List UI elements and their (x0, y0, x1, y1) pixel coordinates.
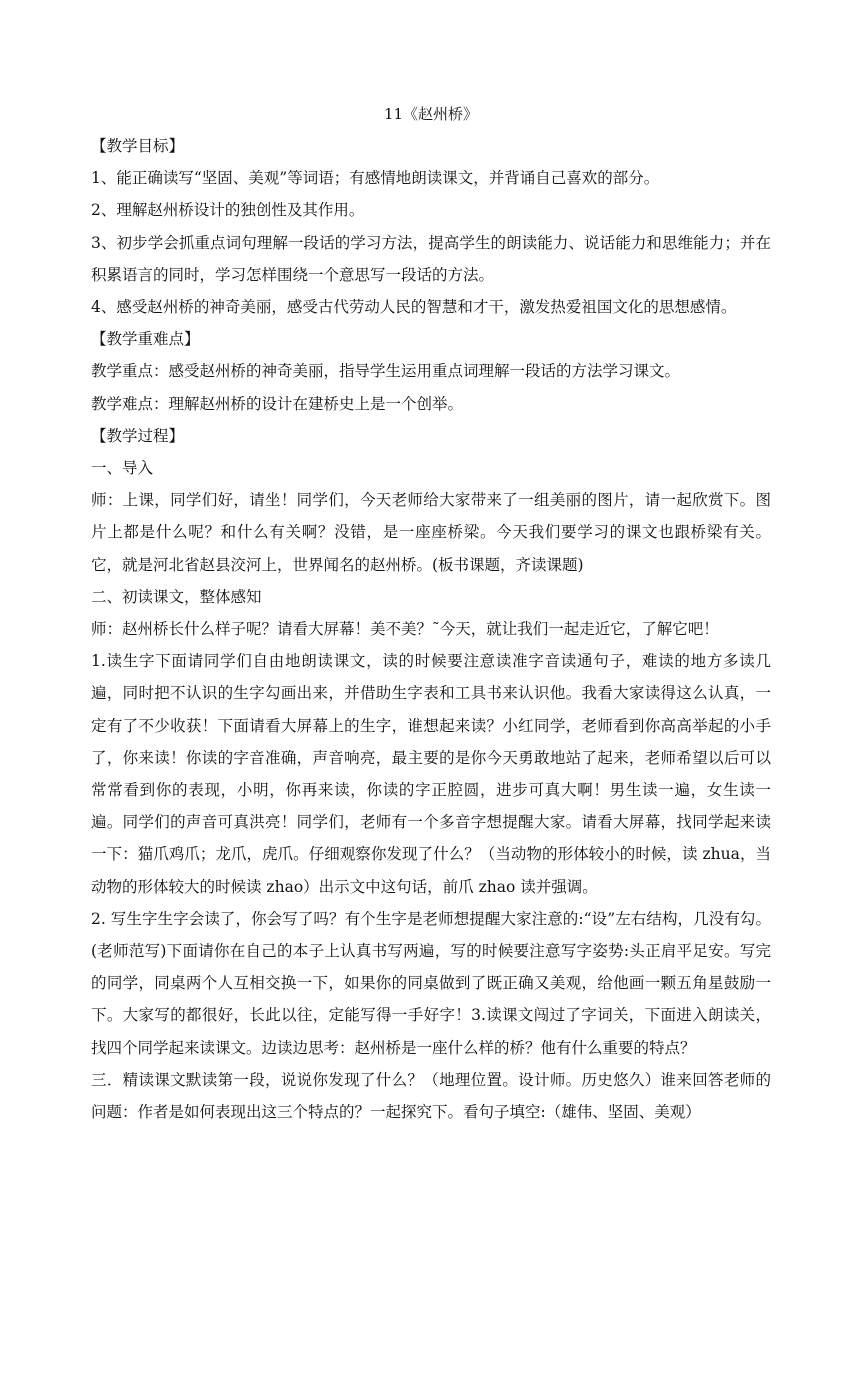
key-point-difficulty: 教学难点：理解赵州桥的设计在建桥史上是一个创举。 (91, 394, 464, 413)
objective-item-4: 4、感受赵州桥的神奇美丽，感受古代劳动人民的智慧和才干，激发热爱祖国文化的思想感情。 (91, 298, 737, 317)
process-writing-characters-paragraph: 2. 写生字生字会读了，你会写了吗？有个生字是老师想提醒大家注意的:“设”左右结构，几没有勾。(老师范写)下面请你在自己的本子上认真书写两遍，写的时候要注意写字姿势:头正肩平足安。写完的同学，同桌两个人互相交换一下，如果你的同桌做到了既正确又美观，给他画一颗五角星鼓励一下。大家写的都很好，长此以往，定能写得一手好字！3.读课文闯过了字词关，下面进入朗读关，找四个同学起来读课文。边读边思考：赵州桥是一座什么样的桥？他有什么重要的特点？ (91, 909, 771, 1057)
objective-item-3: 3、初步学会抓重点词句理解一段话的学习方法，提高学生的朗读能力、说话能力和思维能力；并在积累语言的同时，学习怎样围绕一个意思写一段话的方法。 (91, 233, 771, 284)
process-first-reading-paragraph: 师：赵州桥长什么样子呢？请看大屏幕！美不美？˜今天，就让我们一起走近它，了解它吧！ (91, 620, 719, 639)
key-point-focus: 教学重点：感受赵州桥的神奇美丽，指导学生运用重点词理解一段话的方法学习课文。 (91, 362, 681, 381)
section-heading-key-points: 【教学重难点】 (91, 330, 200, 349)
document-page (91, 100, 771, 1128)
objective-item-2: 2、理解赵州桥设计的独创性及其作用。 (91, 201, 365, 220)
section-heading-process: 【教学过程】 (91, 426, 185, 445)
process-reading-characters-paragraph: 1.读生字下面请同学们自由地朗读课文，读的时候要注意读准字音读通句子，难读的地方多读几遍，同时把不认识的生字勾画出来，并借助生字表和工具书来认识他。我看大家读得这么认真，一定有了不少收获！下面请看大屏幕上的生字，谁想起来读？小红同学，老师看到你高高举起的小手了，你来读！你读的字音准确，声音响亮，最主要的是你今天勇敢地站了起来，老师希望以后可以常常看到你的表现，小明，你再来读，你读的字正腔圆，进步可真大啊！男生读一遍，女生读一遍。同学们的声音可真洪亮！同学们，老师有一个多音字想提醒大家。请看大屏幕，找同学起来读一下：猫爪鸡爪；龙爪，虎爪。仔细观察你发现了什么？（当动物的形体较小的时候，读 zhua，当动物的形体较大的时候读 zhao）出示文中这句话，前爪 zhao 读并强调。 (91, 652, 771, 896)
objective-item-1: 1、能正确读写“坚固、美观”等词语；有感情地朗读课文，并背诵自己喜欢的部分。 (91, 169, 660, 188)
process-step-first-reading-heading: 二、初读课文，整体感知 (91, 587, 262, 606)
document-title: 11《赵州桥》 (383, 105, 479, 123)
process-intro-paragraph: 师：上课，同学们好，请坐！同学们，今天老师给大家带来了一组美丽的图片，请一起欣赏下。图片上都是什么呢？和什么有关啊？没错，是一座座桥梁。今天我们要学习的课文也跟桥梁有关。它，就是河北省赵县洨河上，世界闻名的赵州桥。(板书课题，齐读课题) (91, 491, 771, 574)
section-heading-objectives: 【教学目标】 (91, 137, 185, 155)
process-step-intro-heading: 一、导入 (91, 459, 154, 478)
process-close-reading-paragraph: 三．精读课文默读第一段，说说你发现了什么？（地理位置。设计师。历史悠久）谁来回答老师的问题：作者是如何表现出这三个特点的？一起探究下。看句子填空:（雄伟、坚固、美观） (91, 1070, 771, 1122)
